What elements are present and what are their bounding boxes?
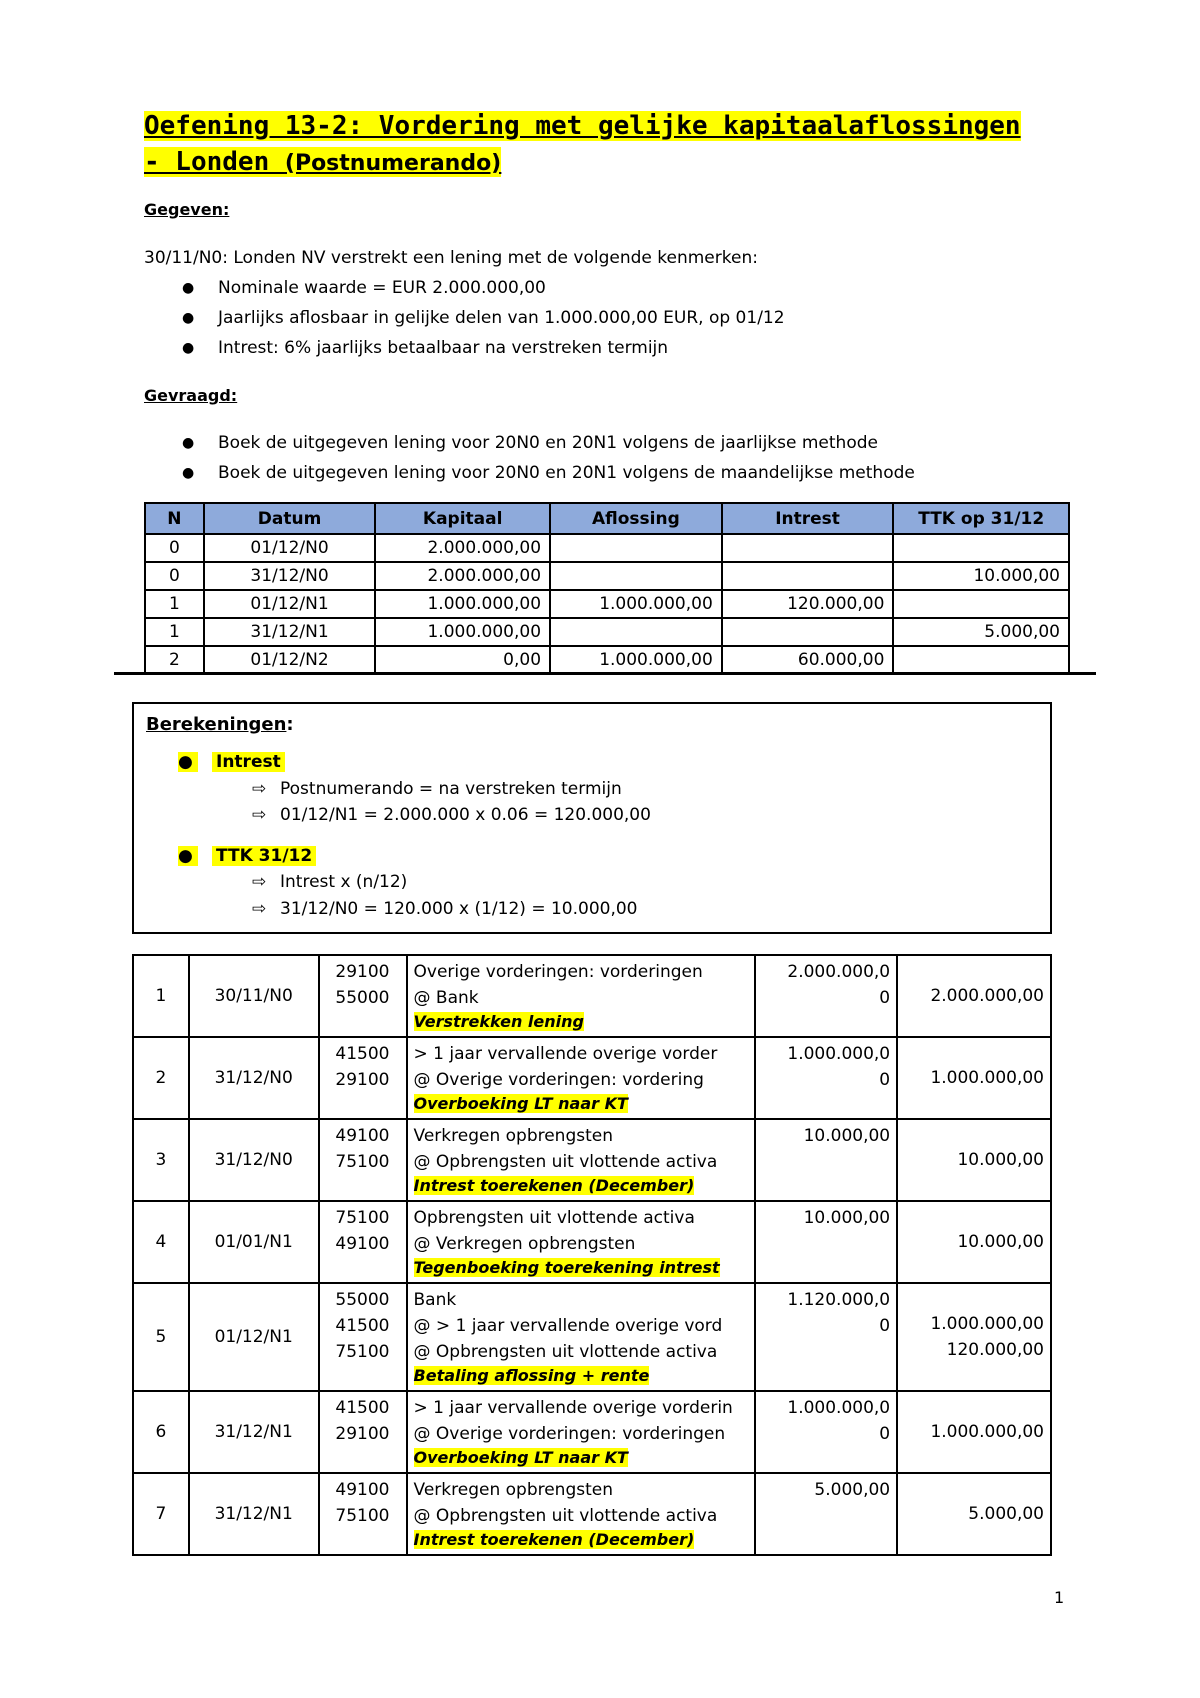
entry-debit — [755, 1283, 897, 1391]
asked-bullet: ● Boek de uitgegeven lening voor 20N0 en 20N1 volgens de maandelijkse methode — [144, 458, 915, 488]
entry-note-line — [414, 1093, 749, 1115]
account-number: 29100 — [335, 1424, 390, 1444]
account-number: 75100 — [335, 1208, 390, 1228]
cell — [893, 534, 1069, 562]
entry-date: 31/12/N1 — [189, 1391, 319, 1473]
given-intro: 30/11/N0: Londen NV verstrekt een lening met de volgende kenmerken: — [144, 248, 758, 268]
journal-row — [133, 955, 1051, 1037]
account-number: 75100 — [335, 1506, 390, 1526]
journal-row — [133, 1119, 1051, 1201]
cell — [550, 618, 722, 646]
entry-debit — [755, 1037, 897, 1119]
table-row — [145, 646, 1069, 674]
asked-label: Gevraagd: — [144, 386, 238, 405]
calc-line-text: 31/12/N0 = 120.000 x (1/12) = 10.000,00 — [280, 899, 638, 919]
debit-amount: 10.000,00 — [803, 1208, 891, 1228]
cell: 0 — [145, 534, 204, 562]
entry-date: 01/12/N1 — [189, 1283, 319, 1391]
credit-amount: 5.000,00 — [968, 1504, 1044, 1524]
entry-description — [407, 1119, 756, 1201]
entry-description — [407, 1473, 756, 1555]
entry-note: Tegenboeking toerekening intrest — [413, 1258, 720, 1277]
given-bullet: ● Intrest: 6% jaarlijks betaalbaar na verstreken termijn — [144, 333, 785, 363]
col-header: Datum — [204, 503, 376, 534]
debit-amount: 1.000.000,0 — [787, 1044, 891, 1064]
account-name: @ Overige vorderingen: vordering — [413, 1070, 704, 1090]
cell: 0,00 — [375, 646, 550, 674]
debit-amount: 5.000,00 — [814, 1480, 891, 1500]
cell: 01/12/N1 — [204, 590, 376, 618]
entry-credit — [897, 1201, 1051, 1283]
entry-debit — [755, 1119, 897, 1201]
debit-amount: 1.120.000,0 — [787, 1290, 891, 1310]
debit-amount: 2.000.000,0 — [787, 962, 891, 982]
cell — [893, 646, 1069, 674]
account-name: @ > 1 jaar vervallende overige vord — [413, 1316, 723, 1336]
account-name: @ Opbrengsten uit vlottende activa — [413, 1342, 718, 1362]
account-number: 29100 — [335, 962, 390, 982]
account-number: 49100 — [335, 1480, 390, 1500]
bullet-icon: ● — [178, 846, 198, 866]
calc-line — [252, 805, 651, 825]
journal-entries-table — [132, 954, 1052, 1556]
calc-bullet-ttk — [178, 846, 316, 866]
entry-date: 31/12/N1 — [189, 1473, 319, 1555]
table-row — [145, 590, 1069, 618]
cell: 01/12/N0 — [204, 534, 376, 562]
account-number: 49100 — [335, 1234, 390, 1254]
debit-amount: 0 — [879, 988, 891, 1008]
journal-row — [133, 1283, 1051, 1391]
arrow-right-icon: ⇨ — [252, 872, 267, 892]
entry-debit — [755, 1201, 897, 1283]
entry-note: Overboeking LT naar KT — [413, 1094, 628, 1113]
account-number: 41500 — [335, 1316, 390, 1336]
cell: 120.000,00 — [722, 590, 894, 618]
account-number: 75100 — [335, 1342, 390, 1362]
calc-bullet-intrest — [178, 752, 285, 772]
entry-debit — [755, 1473, 897, 1555]
account-name: Overige vorderingen: vorderingen — [413, 962, 703, 982]
calculations-heading — [146, 714, 294, 735]
entry-debit — [755, 1391, 897, 1473]
cell: 1 — [145, 590, 204, 618]
account-name: Verkregen opbrengsten — [413, 1126, 613, 1146]
journal-row — [133, 1201, 1051, 1283]
credit-amount: 1.000.000,00 — [930, 1314, 1044, 1334]
loan-header-row — [145, 503, 1069, 534]
account-name: > 1 jaar vervallende overige vorderin — [413, 1398, 733, 1418]
cell: 1.000.000,00 — [550, 590, 722, 618]
cell: 31/12/N0 — [204, 562, 376, 590]
credit-amount: 120.000,00 — [946, 1340, 1044, 1360]
arrow-right-icon: ⇨ — [252, 805, 267, 825]
debit-amount: 0 — [879, 1424, 891, 1444]
cell — [550, 534, 722, 562]
table-row — [145, 562, 1069, 590]
journal-row — [133, 1037, 1051, 1119]
entry-description — [407, 1283, 756, 1391]
account-number: 41500 — [335, 1398, 390, 1418]
entry-accounts — [319, 1119, 407, 1201]
title-line-2 — [144, 147, 501, 177]
account-number: 49100 — [335, 1126, 390, 1146]
col-header: Aflossing — [550, 503, 722, 534]
entry-credit — [897, 1283, 1051, 1391]
entry-note-line — [414, 1447, 749, 1469]
cell: 01/12/N2 — [204, 646, 376, 674]
cell: 5.000,00 — [893, 618, 1069, 646]
account-name: @ Opbrengsten uit vlottende activa — [413, 1152, 718, 1172]
page-title — [144, 108, 1084, 182]
calc-line-text: 01/12/N1 = 2.000.000 x 0.06 = 120.000,00 — [280, 805, 651, 825]
entry-credit — [897, 955, 1051, 1037]
cell — [550, 562, 722, 590]
col-header: Intrest — [722, 503, 894, 534]
bullet-icon: ● — [178, 752, 198, 772]
entry-accounts — [319, 1283, 407, 1391]
calc-line-text: Intrest x (n/12) — [280, 872, 408, 892]
entry-note: Intrest toerekenen (December) — [413, 1176, 695, 1195]
cell: 1.000.000,00 — [375, 590, 550, 618]
col-header: TTK op 31/12 — [893, 503, 1069, 534]
entry-accounts — [319, 955, 407, 1037]
entry-debit — [755, 955, 897, 1037]
col-header: Kapitaal — [375, 503, 550, 534]
entry-note-line — [414, 1175, 749, 1197]
entry-note: Betaling aflossing + rente — [413, 1366, 650, 1385]
title-line-2-main: - Londen — [144, 147, 285, 177]
calc-bullet-label: Intrest — [212, 752, 285, 772]
calc-bullet-label: TTK 31/12 — [212, 846, 316, 866]
horizontal-rule — [114, 672, 1096, 675]
entry-number: 1 — [133, 955, 189, 1037]
entry-date: 31/12/N0 — [189, 1119, 319, 1201]
cell: 10.000,00 — [893, 562, 1069, 590]
cell: 2.000.000,00 — [375, 562, 550, 590]
debit-amount: 1.000.000,0 — [787, 1398, 891, 1418]
cell: 1.000.000,00 — [550, 646, 722, 674]
entry-number: 7 — [133, 1473, 189, 1555]
cell: 0 — [145, 562, 204, 590]
credit-amount: 1.000.000,00 — [930, 1422, 1044, 1442]
cell: 31/12/N1 — [204, 618, 376, 646]
entry-date: 31/12/N0 — [189, 1037, 319, 1119]
entry-credit — [897, 1391, 1051, 1473]
account-name: Verkregen opbrengsten — [413, 1480, 613, 1500]
col-header: N — [145, 503, 204, 534]
credit-amount: 10.000,00 — [957, 1150, 1044, 1170]
calculations-heading-text: Berekeningen — [146, 714, 287, 735]
entry-note: Overboeking LT naar KT — [413, 1448, 628, 1467]
journal-row — [133, 1473, 1051, 1555]
entry-description — [407, 1037, 756, 1119]
entry-number: 2 — [133, 1037, 189, 1119]
entry-note-line — [414, 1011, 749, 1033]
account-number: 55000 — [335, 988, 390, 1008]
page-number: 1 — [1054, 1588, 1065, 1607]
calc-line — [252, 899, 637, 919]
account-number: 55000 — [335, 1290, 390, 1310]
account-name: @ Overige vorderingen: vorderingen — [413, 1424, 726, 1444]
entry-note: Intrest toerekenen (December) — [413, 1530, 695, 1549]
account-number: 75100 — [335, 1152, 390, 1172]
entry-number: 6 — [133, 1391, 189, 1473]
entry-credit — [897, 1119, 1051, 1201]
cell — [722, 618, 894, 646]
entry-number: 5 — [133, 1283, 189, 1391]
cell — [893, 590, 1069, 618]
debit-amount: 10.000,00 — [803, 1126, 891, 1146]
debit-amount: 0 — [879, 1070, 891, 1090]
entry-date: 01/01/N1 — [189, 1201, 319, 1283]
account-name: @ Bank — [413, 988, 479, 1008]
entry-date: 30/11/N0 — [189, 955, 319, 1037]
title-line-1: Oefening 13-2: Vordering met gelijke kapitaalaflossingen — [144, 111, 1021, 141]
entry-description — [407, 1201, 756, 1283]
loan-schedule-table — [144, 502, 1070, 675]
account-name: > 1 jaar vervallende overige vorder — [413, 1044, 718, 1064]
entry-number: 3 — [133, 1119, 189, 1201]
calc-line-text: Postnumerando = na verstreken termijn — [280, 779, 622, 799]
cell: 2 — [145, 646, 204, 674]
cell: 1.000.000,00 — [375, 618, 550, 646]
entry-accounts — [319, 1201, 407, 1283]
entry-note: Verstrekken lening — [413, 1012, 584, 1031]
entry-description — [407, 955, 756, 1037]
calc-line — [252, 872, 407, 892]
given-bullet: ● Nominale waarde = EUR 2.000.000,00 — [144, 273, 785, 303]
entry-note-line — [414, 1257, 749, 1279]
entry-accounts — [319, 1391, 407, 1473]
credit-amount: 10.000,00 — [957, 1232, 1044, 1252]
cell: 1 — [145, 618, 204, 646]
account-number: 41500 — [335, 1044, 390, 1064]
given-label: Gegeven: — [144, 200, 230, 219]
entry-accounts — [319, 1037, 407, 1119]
account-name: Opbrengsten uit vlottende activa — [413, 1208, 695, 1228]
calculations-heading-colon: : — [286, 714, 294, 735]
given-bullet: ● Jaarlijks aflosbaar in gelijke delen van 1.000.000,00 EUR, op 01/12 — [144, 303, 785, 333]
entry-note-line — [414, 1365, 749, 1387]
cell — [722, 562, 894, 590]
cell: 2.000.000,00 — [375, 534, 550, 562]
arrow-right-icon: ⇨ — [252, 779, 267, 799]
calc-line — [252, 779, 622, 799]
entry-credit — [897, 1473, 1051, 1555]
entry-note-line — [414, 1529, 749, 1551]
cell — [722, 534, 894, 562]
credit-amount: 2.000.000,00 — [930, 986, 1044, 1006]
account-name: Bank — [413, 1290, 457, 1310]
asked-list — [144, 428, 915, 488]
account-name: @ Verkregen opbrengsten — [413, 1234, 636, 1254]
table-row — [145, 618, 1069, 646]
cell: 60.000,00 — [722, 646, 894, 674]
debit-amount: 0 — [879, 1316, 891, 1336]
journal-row — [133, 1391, 1051, 1473]
calculations-box — [132, 702, 1052, 934]
given-list — [144, 273, 785, 363]
entry-number: 4 — [133, 1201, 189, 1283]
entry-description — [407, 1391, 756, 1473]
credit-amount: 1.000.000,00 — [930, 1068, 1044, 1088]
asked-bullet: ● Boek de uitgegeven lening voor 20N0 en 20N1 volgens de jaarlijkse methode — [144, 428, 915, 458]
title-line-2-sub: (Postnumerando) — [284, 151, 502, 176]
arrow-right-icon: ⇨ — [252, 899, 267, 919]
entry-credit — [897, 1037, 1051, 1119]
table-row — [145, 534, 1069, 562]
account-name: @ Opbrengsten uit vlottende activa — [413, 1506, 718, 1526]
account-number: 29100 — [335, 1070, 390, 1090]
entry-accounts — [319, 1473, 407, 1555]
